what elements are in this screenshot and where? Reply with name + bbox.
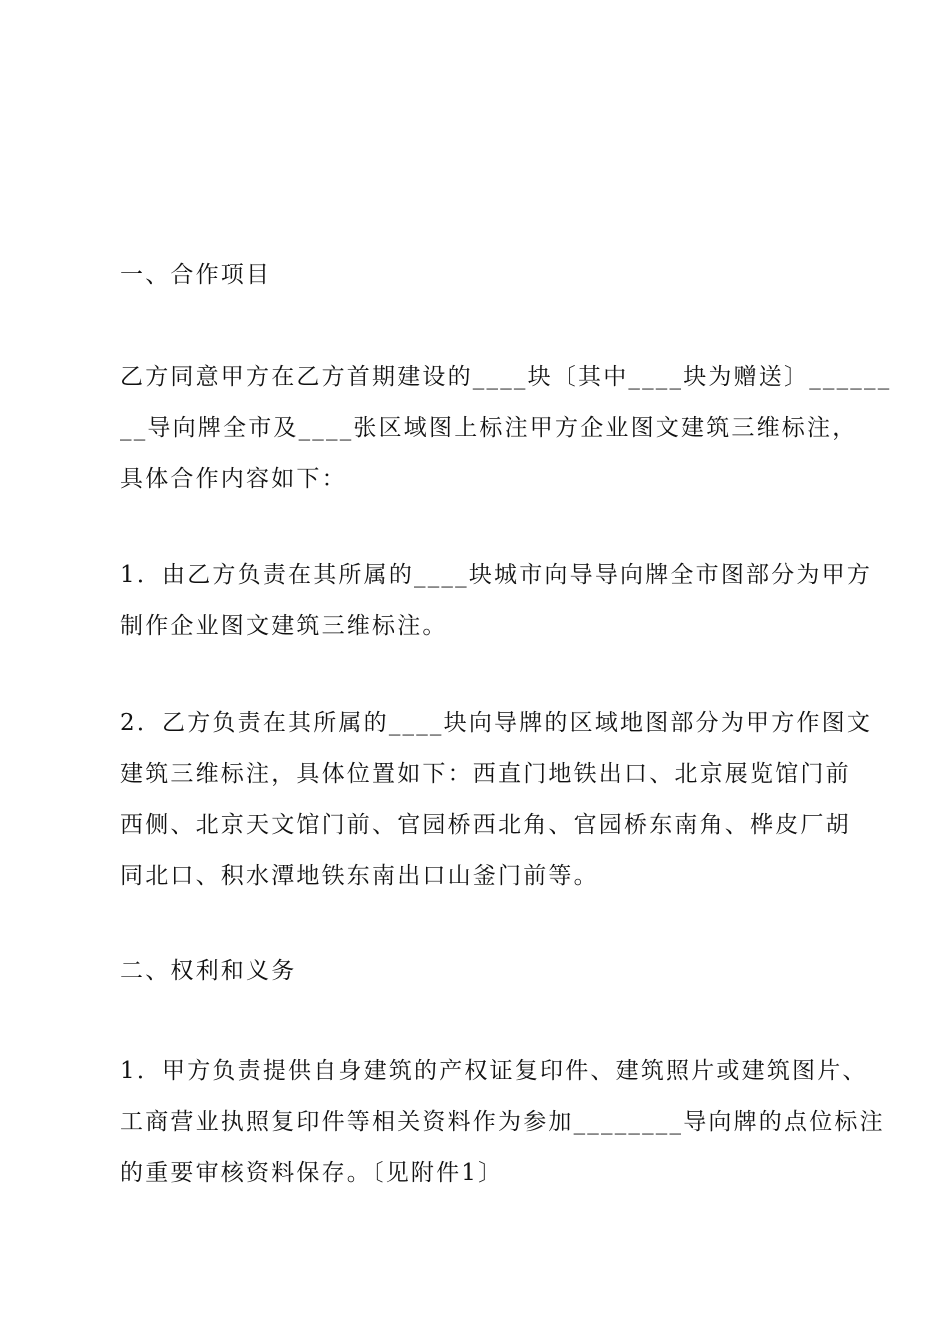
- text-line: 工商营业执照复印件等相关资料作为参加________导向牌的点位标注: [120, 1109, 885, 1135]
- paragraph-intro: [120, 352, 892, 505]
- text-line: 乙方同意甲方在乙方首期建设的____块〔其中____块为赠送〕______: [120, 364, 892, 390]
- paragraph-rights-item-1: [120, 1046, 885, 1199]
- text-line: 1．由乙方负责在其所属的____块城市向导导向牌全市图部分为甲方: [120, 562, 873, 588]
- section-heading-rights-obligations: [120, 946, 832, 997]
- paragraph-item-1: [120, 550, 873, 652]
- text-line: __导向牌全市及____张区域图上标注甲方企业图文建筑三维标注，: [120, 415, 858, 441]
- text-line: 建筑三维标注，具体位置如下：西直门地铁出口、北京展览馆门前: [120, 761, 851, 787]
- paragraph-item-2: [120, 698, 873, 902]
- text-line: 同北口、积水潭地铁东南出口山釜门前等。: [120, 863, 599, 889]
- text-line: 具体合作内容如下：: [120, 466, 347, 492]
- heading-text: 一、合作项目: [120, 262, 272, 288]
- text-line: 的重要审核资料保存。〔见附件1〕: [120, 1160, 504, 1186]
- text-line: 1．甲方负责提供自身建筑的产权证复印件、建筑照片或建筑图片、: [120, 1058, 868, 1084]
- text-line: 制作企业图文建筑三维标注。: [120, 613, 448, 639]
- text-line: 西侧、北京天文馆门前、官园桥西北角、官园桥东南角、桦皮厂胡: [120, 812, 851, 838]
- text-line: 2．乙方负责在其所属的____块向导牌的区域地图部分为甲方作图文: [120, 710, 873, 736]
- heading-text: 二、权利和义务: [120, 958, 297, 984]
- section-heading-cooperation-items: [120, 250, 832, 301]
